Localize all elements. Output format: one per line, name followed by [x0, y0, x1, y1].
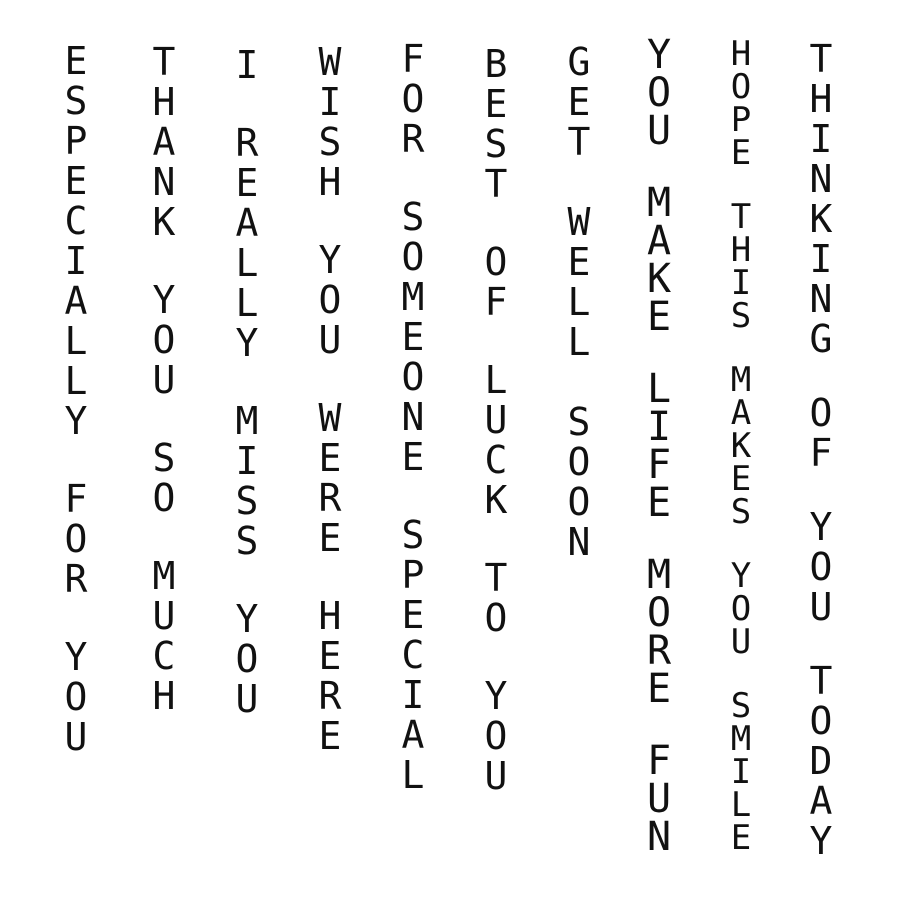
- phrase-column-2: [124, 0, 204, 900]
- letter: E: [567, 80, 591, 124]
- letter: H: [809, 77, 833, 121]
- letter: M: [730, 719, 752, 759]
- letter: M: [401, 275, 425, 319]
- letter: D: [809, 739, 833, 783]
- letter: O: [484, 240, 508, 284]
- letter: B: [484, 42, 508, 86]
- letter: W: [567, 200, 591, 244]
- letter: N: [809, 157, 833, 201]
- letter: S: [318, 120, 342, 164]
- letter: E: [730, 459, 752, 499]
- phrase-column-10: [781, 0, 861, 900]
- letter: N: [646, 814, 672, 860]
- letter: N: [401, 395, 425, 439]
- phrase-column-5: [373, 0, 453, 900]
- phrase-column-8: [619, 0, 699, 900]
- letter: M: [235, 399, 259, 443]
- letter: Y: [809, 819, 833, 863]
- letter: I: [235, 43, 259, 87]
- phrase-column-9: [701, 0, 781, 900]
- letter: T: [152, 40, 176, 84]
- letter: E: [401, 435, 425, 479]
- letter: S: [64, 79, 88, 123]
- letter: E: [646, 666, 672, 712]
- letter: E: [646, 480, 672, 526]
- letter: R: [401, 117, 425, 161]
- letter: H: [730, 230, 752, 270]
- letter: E: [401, 315, 425, 359]
- phrase-column-1: [36, 0, 116, 900]
- letter: A: [235, 201, 259, 245]
- letter: O: [401, 77, 425, 121]
- letter: F: [646, 738, 672, 784]
- letter: E: [318, 714, 342, 758]
- letter: S: [484, 122, 508, 166]
- letter: O: [646, 70, 672, 116]
- letter: H: [152, 80, 176, 124]
- letter: F: [401, 37, 425, 81]
- letter: U: [646, 108, 672, 154]
- letter: M: [730, 360, 752, 400]
- letter: P: [730, 100, 752, 140]
- letter: I: [235, 439, 259, 483]
- letter: O: [318, 278, 342, 322]
- letter: U: [730, 622, 752, 662]
- letter: K: [646, 256, 672, 302]
- letter: E: [567, 240, 591, 284]
- letter: N: [567, 520, 591, 564]
- letter: S: [152, 436, 176, 480]
- letter: Y: [484, 674, 508, 718]
- letter: F: [809, 431, 833, 475]
- letter: I: [64, 239, 88, 283]
- letter: S: [235, 479, 259, 523]
- letter: A: [646, 218, 672, 264]
- letter: L: [235, 281, 259, 325]
- letter: U: [64, 715, 88, 759]
- letter: Y: [235, 597, 259, 641]
- letter: E: [318, 436, 342, 480]
- letter: H: [152, 674, 176, 718]
- letter: I: [646, 404, 672, 450]
- letter: W: [318, 40, 342, 84]
- letter: O: [64, 675, 88, 719]
- letter: A: [730, 393, 752, 433]
- letter: O: [567, 480, 591, 524]
- letter: T: [809, 659, 833, 703]
- letter: Y: [64, 635, 88, 679]
- letter: O: [730, 67, 752, 107]
- letter: O: [646, 590, 672, 636]
- letter: L: [730, 785, 752, 825]
- phrase-column-6: [456, 0, 536, 900]
- letter: U: [484, 398, 508, 442]
- phrase-column-7: [539, 0, 619, 900]
- letter: A: [809, 779, 833, 823]
- letter: S: [730, 492, 752, 532]
- phrase-column-4: [290, 0, 370, 900]
- letter: E: [484, 82, 508, 126]
- letter: L: [484, 358, 508, 402]
- letter: Y: [64, 399, 88, 443]
- letter: Y: [730, 556, 752, 596]
- letter: A: [64, 279, 88, 323]
- letter: S: [235, 519, 259, 563]
- letter: T: [484, 556, 508, 600]
- letter: O: [152, 476, 176, 520]
- letter: L: [567, 280, 591, 324]
- phrase-column-3: [207, 0, 287, 900]
- letter: E: [401, 593, 425, 637]
- letter: H: [318, 160, 342, 204]
- letter: W: [318, 396, 342, 440]
- letter: K: [484, 478, 508, 522]
- letter: Y: [809, 505, 833, 549]
- letter: U: [646, 776, 672, 822]
- letter: P: [401, 553, 425, 597]
- letter: O: [401, 235, 425, 279]
- letter: Y: [235, 321, 259, 365]
- letter: L: [567, 320, 591, 364]
- letter: K: [152, 200, 176, 244]
- letter: O: [567, 440, 591, 484]
- letter: Y: [152, 278, 176, 322]
- letter: S: [401, 195, 425, 239]
- letter: F: [646, 442, 672, 488]
- letter: L: [64, 359, 88, 403]
- letter: C: [484, 438, 508, 482]
- letter: U: [235, 677, 259, 721]
- letter: T: [730, 197, 752, 237]
- letter: K: [809, 197, 833, 241]
- letter: A: [152, 120, 176, 164]
- letter: C: [401, 633, 425, 677]
- letter: L: [235, 241, 259, 285]
- letter: E: [730, 818, 752, 858]
- letter: O: [484, 596, 508, 640]
- letter: T: [567, 120, 591, 164]
- letter: U: [484, 754, 508, 798]
- letter: O: [809, 545, 833, 589]
- letter: E: [318, 634, 342, 678]
- letter: U: [152, 358, 176, 402]
- letter: R: [318, 674, 342, 718]
- letter: G: [567, 40, 591, 84]
- letter: O: [809, 391, 833, 435]
- letter: L: [64, 319, 88, 363]
- letter: H: [318, 594, 342, 638]
- letter: E: [64, 159, 88, 203]
- letter: T: [484, 162, 508, 206]
- letter: L: [646, 366, 672, 412]
- letter: U: [152, 594, 176, 638]
- letter: O: [235, 637, 259, 681]
- letter: F: [484, 280, 508, 324]
- letter: R: [646, 628, 672, 674]
- letter: S: [567, 400, 591, 444]
- letter: E: [318, 516, 342, 560]
- letter: Y: [318, 238, 342, 282]
- letter: H: [730, 34, 752, 74]
- letter: O: [401, 355, 425, 399]
- letter: M: [646, 552, 672, 598]
- letter: O: [730, 589, 752, 629]
- letter: K: [730, 426, 752, 466]
- letter: C: [64, 199, 88, 243]
- letter: F: [64, 477, 88, 521]
- letter: E: [646, 294, 672, 340]
- letter: M: [152, 554, 176, 598]
- letter: T: [809, 37, 833, 81]
- letter: I: [730, 752, 752, 792]
- letter: O: [484, 714, 508, 758]
- letter: S: [730, 686, 752, 726]
- letter: E: [730, 133, 752, 173]
- letter: R: [235, 121, 259, 165]
- letter: M: [646, 180, 672, 226]
- letter: U: [809, 585, 833, 629]
- letter: O: [64, 517, 88, 561]
- letter: U: [318, 318, 342, 362]
- letter: I: [730, 263, 752, 303]
- letter: Y: [646, 32, 672, 78]
- letter: G: [809, 317, 833, 361]
- letter: I: [809, 117, 833, 161]
- letter: S: [401, 513, 425, 557]
- letter: L: [401, 753, 425, 797]
- letter: N: [152, 160, 176, 204]
- letter: E: [64, 39, 88, 83]
- letter: I: [809, 237, 833, 281]
- letter: C: [152, 634, 176, 678]
- letter: R: [318, 476, 342, 520]
- letter: I: [318, 80, 342, 124]
- letter: O: [809, 699, 833, 743]
- letter: O: [152, 318, 176, 362]
- letter: R: [64, 557, 88, 601]
- letter: E: [235, 161, 259, 205]
- letter: S: [730, 296, 752, 336]
- letter: N: [809, 277, 833, 321]
- letter: I: [401, 673, 425, 717]
- letter: A: [401, 713, 425, 757]
- letter: P: [64, 119, 88, 163]
